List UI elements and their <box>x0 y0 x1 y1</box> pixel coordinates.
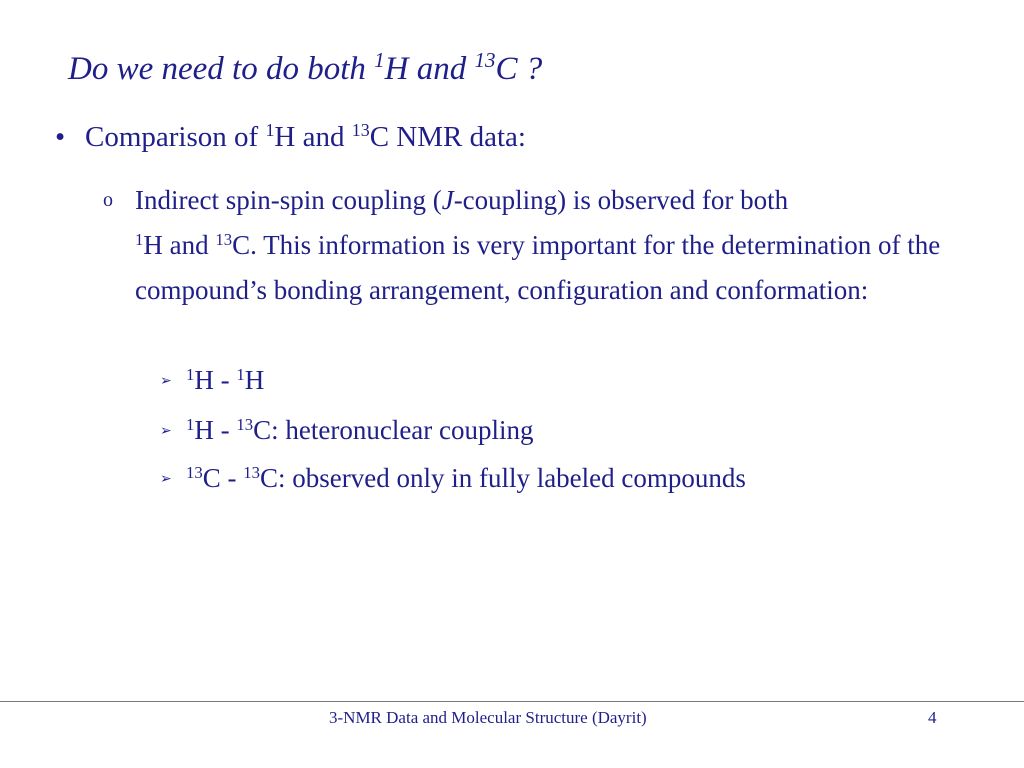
item-text-a: C - <box>202 463 244 493</box>
arrow-bullet-icon: ➢ <box>160 424 172 439</box>
footer-caption: 3-NMR Data and Molecular Structure (Dayrit) <box>329 708 647 727</box>
item-sup-b: 1 <box>236 364 245 384</box>
bullet-text-b: H and <box>274 121 352 153</box>
item-text-b: C: heteronuclear coupling <box>253 415 534 445</box>
sub-sup-13: 13 <box>215 229 233 249</box>
title-sup-13: 13 <box>474 48 496 72</box>
item-text-a: H - <box>194 365 237 395</box>
slide-title <box>68 50 542 90</box>
sub-sup-1: 1 <box>135 229 144 249</box>
item-text-b: C: observed only in fully labeled compounds <box>259 463 746 493</box>
item-sup-b: 13 <box>236 414 254 434</box>
item-sup-a: 1 <box>186 414 195 434</box>
sub-text-a: Indirect spin-spin coupling ( <box>135 185 442 215</box>
item-h-h <box>160 364 264 396</box>
bullet-text-a: Comparison of <box>85 121 266 153</box>
arrow-bullet-icon: ➢ <box>160 374 172 389</box>
sub-text-d: C. This information is very important for the determination of the compound’s bonding arrangement, configuration and conformation: <box>135 230 941 305</box>
sub-text-c: H and <box>143 230 216 260</box>
sub-text-b: -coupling) is observed for both <box>453 185 789 215</box>
bullet-sup-13: 13 <box>351 120 370 141</box>
item-sup-b: 13 <box>243 462 260 482</box>
item-text-a: H - <box>194 415 237 445</box>
bullet-sup-1: 1 <box>265 120 275 141</box>
page-number: 4 <box>928 708 937 727</box>
bullet-comparison <box>55 120 526 155</box>
footer-divider <box>0 701 1024 702</box>
arrow-bullet-icon: ➢ <box>160 472 172 487</box>
item-sup-a: 1 <box>186 364 195 384</box>
title-text-c: C ? <box>495 51 543 87</box>
title-text-a: Do we need to do both <box>68 51 375 87</box>
item-text-b: H <box>244 365 265 395</box>
item-h-c <box>160 414 534 446</box>
sub-text-j: J <box>441 185 454 215</box>
bullet-text-c: C NMR data: <box>369 121 526 153</box>
sub-bullet-coupling <box>103 178 983 313</box>
title-text-b: H and <box>384 51 475 87</box>
sub-bullet-marker: o <box>103 189 113 211</box>
item-sup-a: 13 <box>186 462 203 482</box>
bullet-dot: • <box>55 121 66 153</box>
title-sup-1: 1 <box>374 48 385 72</box>
item-c-c <box>160 462 746 494</box>
sub-bullet-text <box>135 178 983 313</box>
